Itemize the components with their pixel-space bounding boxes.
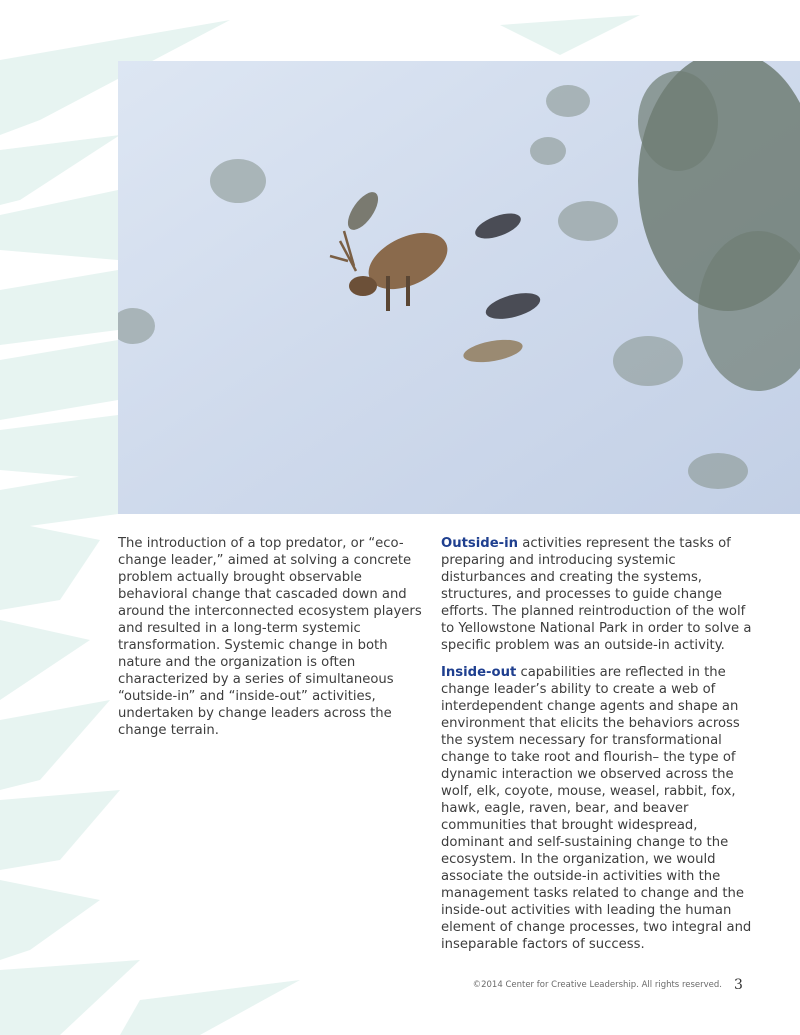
photo-wolves-elk xyxy=(118,61,800,514)
inside-out-term: Inside-out xyxy=(441,665,517,680)
outside-in-paragraph xyxy=(441,535,753,654)
right-column xyxy=(441,535,753,963)
inside-out-paragraph xyxy=(441,664,753,953)
inside-out-text: capabilities are reflected in the change leader’s ability to create a web of interdependent change agents and shape an environment that elicits the behaviors across the system necessary for transformational change to take root and flourish– the type of dynamic interaction we observed across the wolf, elk, coyote, mouse, weasel, rabbit, fox, hawk, eagle, raven, bear, and beaver communities that brought widespread, dominant and self-sustaining change to the ecosystem. In the organization, we would associate the outside-in activities with the management tasks related to change and the inside-out activities with leading the human element of change processes, two integral and inseparable factors of success. xyxy=(441,665,752,952)
outside-in-text: activities represent the tasks of preparing and introducing systemic disturbances and creating the systems, structures, and processes to guide change efforts. The planned reintroduction of the wolf to Yellowstone National Park in order to solve a specific problem was an outside-in activity. xyxy=(441,536,752,653)
left-column xyxy=(118,535,430,749)
outside-in-term: Outside-in xyxy=(441,536,519,551)
intro-paragraph: The introduction of a top predator, or “eco-change leader,” aimed at solving a concrete problem actually brought observable behavioral change that cascaded down and around the interconnected ecosystem players and resulted in a long-term systemic transformation. Systemic change in both nature and the organization is often characterized by a series of simultaneous “outside-in” and “inside-out” activities, undertaken by change leaders across the change terrain. xyxy=(118,536,422,738)
page-number: 3 xyxy=(734,977,743,993)
copyright-footer: ©2014 Center for Creative Leadership. All rights reserved. xyxy=(472,980,722,990)
